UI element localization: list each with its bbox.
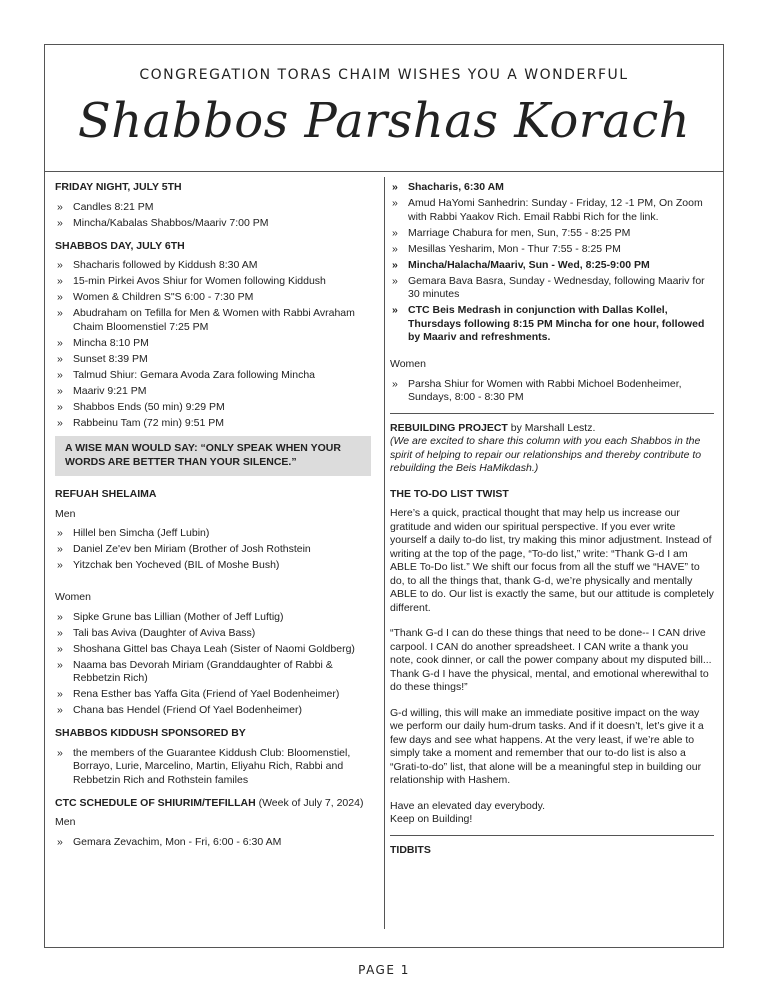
article-paragraph: Here’s a quick, practical thought that may help us increase our gratitude and widen our spiritual perspective. If you ever write yourself a daily to-do list, try making this minor adjustment. Instead of writing at the top of the page, “To-do list,” write: “Thank G-d I am ABLE To-Do list.” We shift our focus from all the stuff we “HAVE” to do, to all the things that, thank G-d, we’re physically and mentally ABLE to do. Our list is exactly the same, but our attitude is completely different.: [390, 507, 714, 614]
refuah-women-label: Women: [55, 591, 91, 603]
tidbits-heading: TIDBITS: [390, 843, 431, 856]
list-item: » Shacharis followed by Kiddush 8:30 AM: [55, 259, 371, 273]
refuah-women-list: [55, 611, 371, 718]
right-column: [390, 181, 714, 863]
closing-line: Have an elevated day everybody.: [390, 799, 546, 812]
list-item: » Yitzchak ben Yocheved (BIL of Moshe Bush): [55, 559, 371, 573]
women-label: Women: [390, 358, 426, 370]
rebuilding-heading: [390, 422, 714, 436]
schedule-heading: [55, 797, 371, 811]
list-item: » Shacharis, 6:30 AM: [390, 181, 714, 195]
article-paragraph: G-d willing, this will make an immediate positive impact on the way we perform our daily hum-drum tasks. And if it doesn’t, let’s give it a few days and see what happens. At the very least, if we’re able to simply take a moment and remember that our to-do list is also a “Grati-to-do” list, that alone will be a meaningful step in building our relationship with Hashem.: [390, 706, 704, 786]
list-item: » CTC Beis Medrash in conjunction with Dallas Kollel, Thursdays following 8:15 PM Mincha for one hour, followed by Maariv and refreshments.: [390, 304, 714, 345]
masthead-title: Shabbos Parshas Korach: [77, 93, 691, 149]
masthead-tagline: CONGREGATION TORAS CHAIM WISHES YOU A WONDERFUL: [139, 67, 629, 83]
list-item: » Naama bas Devorah Miriam (Granddaughter of Rabbi & Rebbetzin Rich): [55, 659, 371, 686]
todo-heading: THE TO-DO LIST TWIST: [390, 487, 509, 500]
list-item: » Hillel ben Simcha (Jeff Lubin): [55, 527, 371, 541]
masthead: [45, 45, 723, 172]
closing-line: Keep on Building!: [390, 813, 473, 825]
list-item: » Gemara Zevachim, Mon - Fri, 6:00 - 6:30 AM: [55, 836, 371, 850]
kiddush-list: [55, 747, 371, 788]
friday-heading: FRIDAY NIGHT, JULY 5TH: [55, 181, 182, 193]
list-item: » Women & Children S"S 6:00 - 7:30 PM: [55, 291, 371, 305]
schedule-men-list: [55, 836, 371, 850]
friday-list: [55, 201, 371, 231]
list-item: » Talmud Shiur: Gemara Avoda Zara following Mincha: [55, 369, 371, 383]
quote-box: A WISE MAN WOULD SAY: “ONLY SPEAK WHEN YOUR WORDS ARE BETTER THAN YOUR SILENCE.”: [55, 436, 371, 476]
schedule-title: CTC SCHEDULE OF SHIURIM/TEFILLAH: [55, 796, 256, 809]
list-item: » Rabbeinu Tam (72 min) 9:51 PM: [55, 417, 371, 431]
list-item: » Mincha/Kabalas Shabbos/Maariv 7:00 PM: [55, 217, 371, 231]
list-item: » Tali bas Aviva (Daughter of Aviva Bass): [55, 627, 371, 641]
refuah-heading: REFUAH SHELAIMA: [55, 488, 157, 500]
kiddush-heading: SHABBOS KIDDUSH SPONSORED BY: [55, 727, 246, 739]
list-item: » Marriage Chabura for men, Sun, 7:55 - 8:25 PM: [390, 227, 714, 241]
rebuilding-byline: by Marshall Lestz.: [510, 421, 596, 434]
schedule-continued-list: [390, 181, 714, 345]
page-frame: [44, 44, 724, 948]
list-item: » Mincha 8:10 PM: [55, 337, 371, 351]
rebuilding-intro: (We are excited to share this column with you each Shabbos in the spirit of helping to repair our relationships and thereby contribute to rebuilding the Beis HaMikdash.): [390, 435, 702, 474]
list-item: » Shabbos Ends (50 min) 9:29 PM: [55, 401, 371, 415]
article-paragraph: “Thank G-d I can do these things that need to be done-- I CAN drive carpool. I CAN do another spreadsheet. I CAN write a thank you note, cook dinner, or call the power company about my disputed bill... Thank G-d I have the physical, mental, and emotional wherewithal to do these things!”: [390, 627, 712, 693]
list-item: » Candles 8:21 PM: [55, 201, 371, 215]
page-number: PAGE 1: [358, 963, 410, 977]
list-item: » Mincha/Halacha/Maariv, Sun - Wed, 8:25-9:00 PM: [390, 259, 714, 273]
list-item: » Abudraham on Tefilla for Men & Women with Rabbi Avraham Chaim Bloomenstiel 7:25 PM: [55, 307, 371, 334]
list-item: » Mesillas Yesharim, Mon - Thur 7:55 - 8:25 PM: [390, 243, 714, 257]
list-item: » Sipke Grune bas Lillian (Mother of Jeff Luftig): [55, 611, 371, 625]
list-item: » Chana bas Hendel (Friend Of Yael Bodenheimer): [55, 704, 371, 718]
left-column: [55, 181, 371, 852]
schedule-week: (Week of July 7, 2024): [258, 796, 364, 809]
schedule-men-label: Men: [55, 816, 76, 828]
list-item: » Maariv 9:21 PM: [55, 385, 371, 399]
list-item: » Amud HaYomi Sanhedrin: Sunday - Friday, 12 -1 PM, On Zoom with Rabbi Yaakov Rich. Email Rabbi Rich for the link.: [390, 197, 714, 224]
refuah-men-label: Men: [55, 507, 76, 520]
column-divider: [384, 177, 385, 929]
list-item: » Gemara Bava Basra, Sunday - Wednesday, following Maariv for 30 minutes: [390, 275, 714, 302]
section-divider: [390, 413, 714, 414]
list-item: » 15-min Pirkei Avos Shiur for Women following Kiddush: [55, 275, 371, 289]
list-item: » Sunset 8:39 PM: [55, 353, 371, 367]
list-item: » Daniel Ze'ev ben Miriam (Brother of Josh Rothstein: [55, 543, 371, 557]
shabbos-heading: SHABBOS DAY, JULY 6TH: [55, 239, 185, 252]
list-item: » Rena Esther bas Yaffa Gita (Friend of Yael Bodenheimer): [55, 688, 371, 702]
shabbos-list: [55, 259, 371, 430]
section-divider: [390, 835, 714, 836]
list-item: » the members of the Guarantee Kiddush Club: Bloomenstiel, Borrayo, Lurie, Marcelino, Martin, Eliyahu Rich, Rabbi and Rebbetzin Rich and Rothstein familes: [55, 747, 371, 788]
refuah-men-list: [55, 527, 371, 573]
list-item: » Shoshana Gittel bas Chaya Leah (Sister of Naomi Goldberg): [55, 643, 371, 657]
women-schedule-list: [390, 378, 714, 405]
rebuilding-title: REBUILDING PROJECT: [390, 421, 508, 434]
list-item: » Parsha Shiur for Women with Rabbi Michoel Bodenheimer, Sundays, 8:00 - 8:30 PM: [390, 378, 714, 405]
